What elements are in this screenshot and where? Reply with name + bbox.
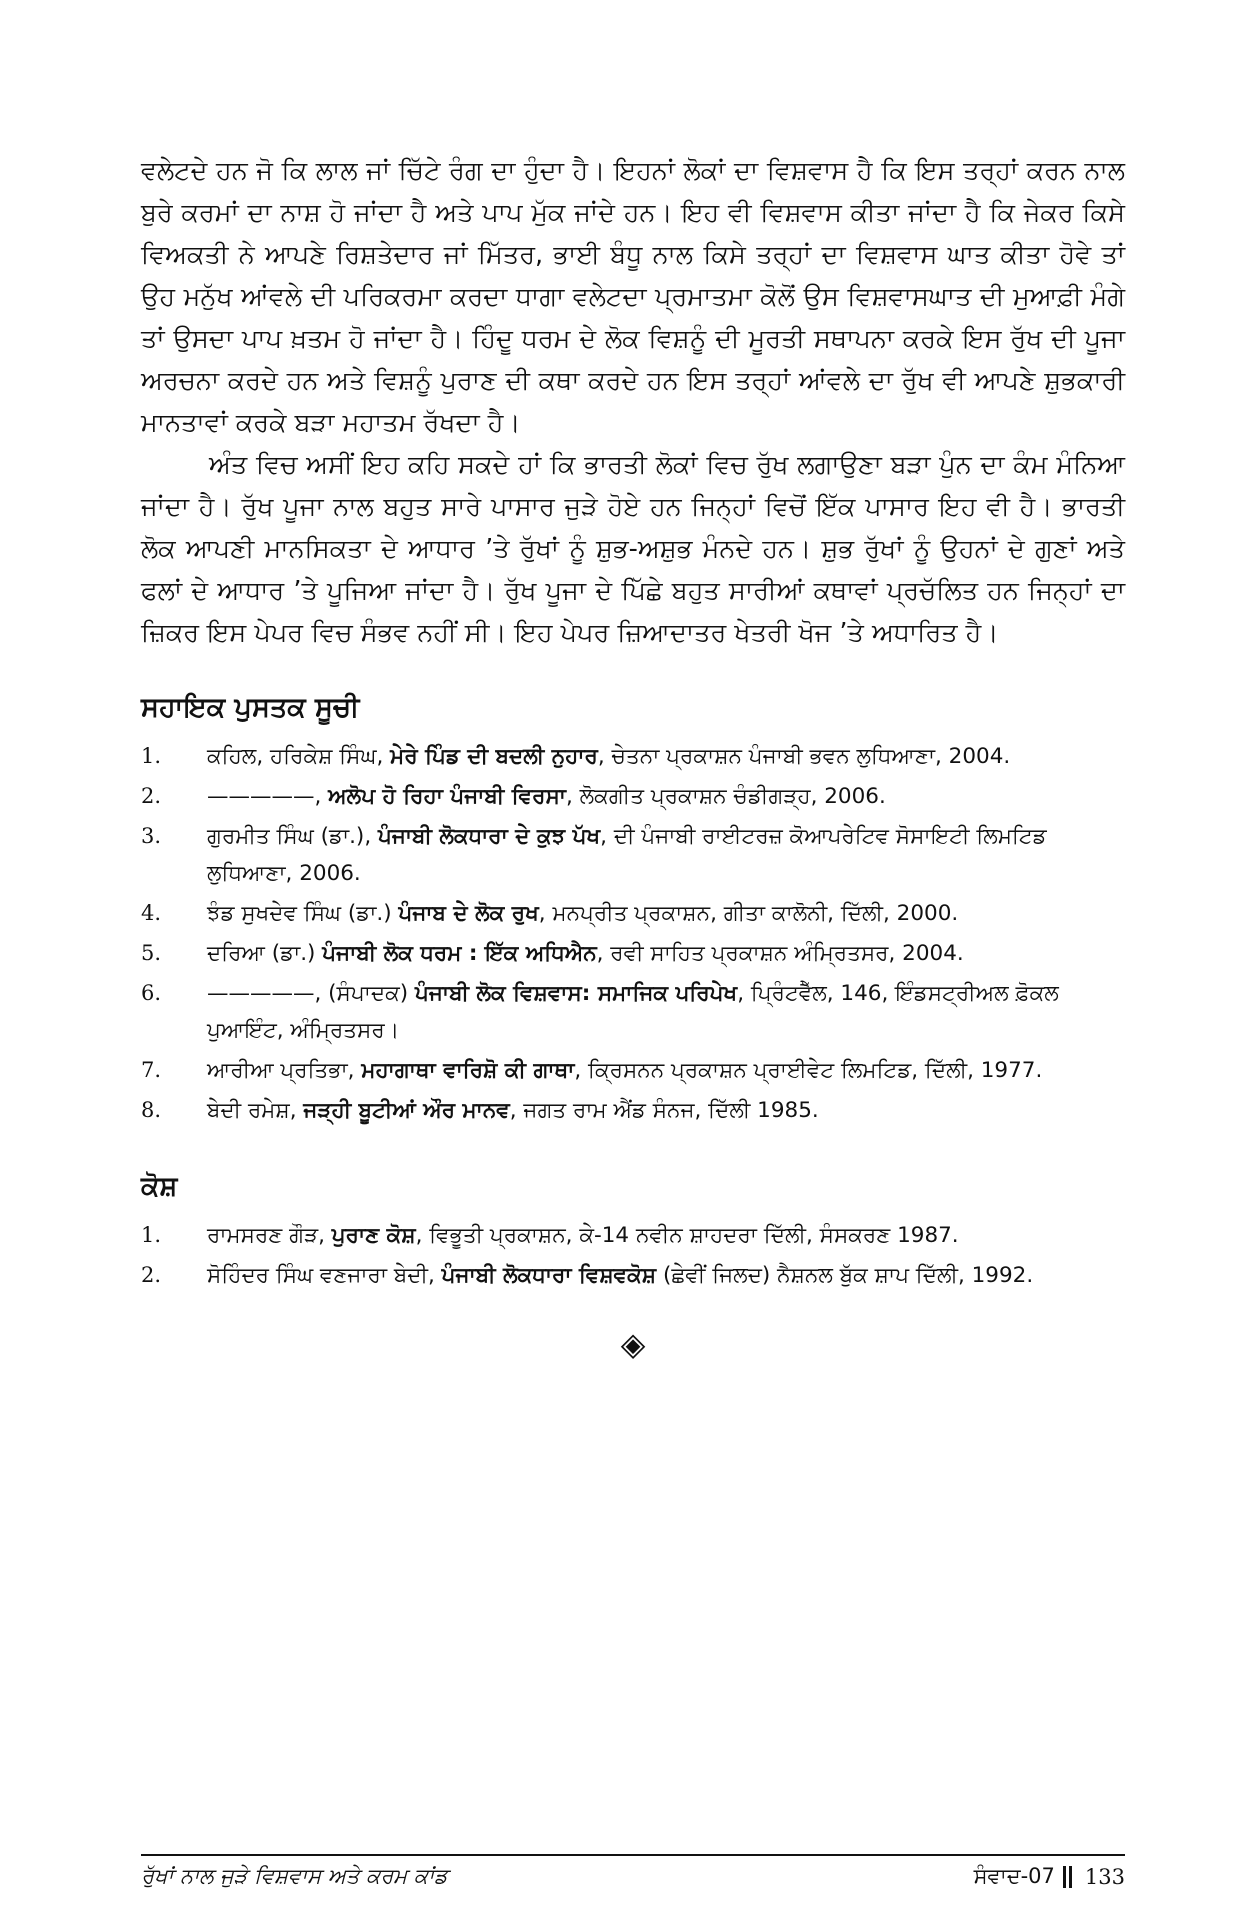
reference-text: —————, ਅਲੋਪ ਹੋ ਰਿਹਾ ਪੰਜਾਬੀ ਵਿਰਸਾ, ਲੋਕਗੀਤ ਪ੍ਰਕਾਸ਼ਨ ਚੰਡੀਗੜ੍ਹ, 2006. — [207, 784, 886, 809]
reference-number: 3. — [141, 824, 162, 848]
reference-item — [141, 778, 1125, 815]
reference-item — [141, 935, 1125, 972]
reference-text: ਆਰੀਆ ਪ੍ਰਤਿਭਾ, ਮਹਾਗਾਥਾ ਵਾਰਿਸ਼ੋ ਕੀ ਗਾਥਾ, ਕ੍ਰਿਸਨਨ ਪ੍ਰਕਾਸ਼ਨ ਪ੍ਰਾਈਵੇਟ ਲਿਮਟਿਡ, ਦਿੱਲੀ, 1977. — [207, 1058, 1043, 1083]
reference-item — [141, 1092, 1125, 1129]
reference-title: ਜੜ੍ਹੀ ਬੂਟੀਆਂ ਔਰ ਮਾਨਵ — [303, 1098, 510, 1123]
kosh-list — [141, 1217, 1125, 1294]
reference-text: ਬੇਦੀ ਰਮੇਸ਼, ਜੜ੍ਹੀ ਬੂਟੀਆਂ ਔਰ ਮਾਨਵ, ਜਗਤ ਰਾਮ ਐਂਡ ਸੰਨਜ, ਦਿੱਲੀ 1985. — [207, 1098, 819, 1123]
reference-item — [141, 975, 1125, 1049]
reference-title: ਪੰਜਾਬੀ ਲੋਕ ਧਰਮ : ਇੱਕ ਅਧਿਐਨ — [322, 941, 597, 966]
reference-text: ਦਰਿਆ (ਡਾ.) ਪੰਜਾਬੀ ਲੋਕ ਧਰਮ : ਇੱਕ ਅਧਿਐਨ, ਰਵੀ ਸਾਹਿਤ ਪ੍ਰਕਾਸ਼ਨ ਅੰਮ੍ਰਿਤਸਰ, 2004. — [207, 941, 964, 966]
reference-title: ਮੇਰੇ ਪਿੰਡ ਦੀ ਬਦਲੀ ਨੁਹਾਰ — [390, 744, 598, 769]
reference-text: ਕਹਿਲ, ਹਰਿਕੇਸ਼ ਸਿੰਘ, ਮੇਰੇ ਪਿੰਡ ਦੀ ਬਦਲੀ ਨੁਹਾਰ, ਚੇਤਨਾ ਪ੍ਰਕਾਸ਼ਨ ਪੰਜਾਬੀ ਭਵਨ ਲੁਧਿਆਣਾ, 2004. — [207, 744, 1011, 769]
reference-item — [141, 895, 1125, 932]
page-bars-icon — [1063, 1866, 1077, 1888]
references-list — [141, 738, 1125, 1129]
reference-item — [141, 1052, 1125, 1089]
reference-title: ਪੰਜਾਬੀ ਲੋਕ ਵਿਸ਼ਵਾਸ: ਸਮਾਜਿਕ ਪਰਿਪੇਖ — [415, 981, 738, 1006]
kosh-heading: ਕੋਸ਼ — [141, 1171, 178, 1202]
reference-text: —————, (ਸੰਪਾਦਕ) ਪੰਜਾਬੀ ਲੋਕ ਵਿਸ਼ਵਾਸ: ਸਮਾਜਿਕ ਪਰਿਪੇਖ, ਪ੍ਰਿੰਟਵੈੱਲ, 146, ਇੰਡਸਟ੍ਰੀਅਲ ਫ਼ੋਕਲ ਪੁਆਇੰਟ, ਅੰਮ੍ਰਿਤਸਰ। — [207, 981, 1059, 1043]
reference-title: ਪੰਜਾਬ ਦੇ ਲੋਕ ਰੁਖ — [398, 901, 539, 926]
reference-number: 2. — [141, 784, 162, 808]
page-number: 133 — [1084, 1864, 1125, 1889]
references-heading: ਸਹਾਇਕ ਪੁਸਤਕ ਸੂਚੀ — [141, 692, 360, 723]
reference-text: ਗੁਰਮੀਤ ਸਿੰਘ (ਡਾ.), ਪੰਜਾਬੀ ਲੋਕਧਾਰਾ ਦੇ ਕੁਝ ਪੱਖ, ਦੀ ਪੰਜਾਬੀ ਰਾਈਟਰਜ਼ ਕੋਆਪਰੇਟਿਵ ਸੋਸਾਇਟੀ ਲਿਮਟਿਡ ਲੁਧਿਆਣਾ, 2006. — [207, 824, 1047, 886]
footer-divider — [141, 1854, 1125, 1856]
reference-number: 8. — [141, 1098, 162, 1122]
reference-number: 5. — [141, 941, 162, 965]
reference-item — [141, 818, 1125, 892]
footer-right — [974, 1864, 1125, 1889]
reference-text: ਰਾਮਸਰਣ ਗੌੜ, ਪੁਰਾਣ ਕੋਸ਼, ਵਿਭੂਤੀ ਪ੍ਰਕਾਸ਼ਨ, ਕੇ-14 ਨਵੀਨ ਸ਼ਾਹਦਰਾ ਦਿੱਲੀ, ਸੰਸਕਰਣ 1987. — [207, 1223, 959, 1248]
page-footer — [141, 1864, 1125, 1889]
reference-item — [141, 738, 1125, 775]
end-ornament-icon: ◈ — [620, 1325, 646, 1363]
running-title: ਰੁੱਖਾਂ ਨਾਲ ਜੁੜੇ ਵਿਸ਼ਵਾਸ ਅਤੇ ਕਰਮ ਕਾਂਡ — [141, 1864, 448, 1888]
reference-title: ਮਹਾਗਾਥਾ ਵਾਰਿਸ਼ੋ ਕੀ ਗਾਥਾ — [361, 1058, 575, 1083]
reference-number: 2. — [141, 1263, 162, 1287]
kosh-item — [141, 1217, 1125, 1254]
page-content — [141, 150, 1125, 1364]
journal-name: ਸੰਵਾਦ-07 — [973, 1864, 1055, 1888]
reference-title: ਪੰਜਾਬੀ ਲੋਕਧਾਰਾ ਦੇ ਕੁਝ ਪੱਖ — [377, 824, 601, 849]
reference-text: ਸੋਹਿੰਦਰ ਸਿੰਘ ਵਣਜਾਰਾ ਬੇਦੀ, ਪੰਜਾਬੀ ਲੋਕਧਾਰਾ ਵਿਸ਼ਵਕੋਸ਼ (ਛੇਵੀਂ ਜਿਲਦ) ਨੈਸ਼ਨਲ ਬੁੱਕ ਸ਼ਾਪ ਦਿੱਲੀ, 1992. — [207, 1263, 1034, 1288]
body-paragraph: ਅੰਤ ਵਿਚ ਅਸੀਂ ਇਹ ਕਹਿ ਸਕਦੇ ਹਾਂ ਕਿ ਭਾਰਤੀ ਲੋਕਾਂ ਵਿਚ ਰੁੱਖ ਲਗਾਉਣਾ ਬੜਾ ਪੁੰਨ ਦਾ ਕੰਮ ਮੰਨਿਆ ਜਾਂਦਾ ਹੈ। ਰੁੱਖ ਪੂਜਾ ਨਾਲ ਬਹੁਤ ਸਾਰੇ ਪਾਸਾਰ ਜੁੜੇ ਹੋਏ ਹਨ ਜਿਨ੍ਹਾਂ ਵਿਚੋਂ ਇੱਕ ਪਾਸਾਰ ਇਹ ਵੀ ਹੈ। ਭਾਰਤੀ ਲੋਕ ਆਪਣੀ ਮਾਨਸਿਕਤਾ ਦੇ ਆਧਾਰ ’ਤੇ ਰੁੱਖਾਂ ਨੂੰ ਸ਼ੁਭ-ਅਸ਼ੁਭ ਮੰਨਦੇ ਹਨ। ਸ਼ੁਭ ਰੁੱਖਾਂ ਨੂੰ ਉਹਨਾਂ ਦੇ ਗੁਣਾਂ ਅਤੇ ਫਲਾਂ ਦੇ ਆਧਾਰ ’ਤੇ ਪੂਜਿਆ ਜਾਂਦਾ ਹੈ। ਰੁੱਖ ਪੂਜਾ ਦੇ ਪਿੱਛੇ ਬਹੁਤ ਸਾਰੀਆਂ ਕਥਾਵਾਂ ਪ੍ਰਚੱਲਿਤ ਹਨ ਜਿਨ੍ਹਾਂ ਦਾ ਜ਼ਿਕਰ ਇਸ ਪੇਪਰ ਵਿਚ ਸੰਭਵ ਨਹੀਂ ਸੀ। ਇਹ ਪੇਪਰ ਜ਼ਿਆਦਾਤਰ ਖੇਤਰੀ ਖੋਜ ’ਤੇ ਅਧਾਰਿਤ ਹੈ। — [141, 450, 1125, 648]
reference-title: ਅਲੋਪ ਹੋ ਰਿਹਾ ਪੰਜਾਬੀ ਵਿਰਸਾ — [328, 784, 566, 809]
reference-number: 1. — [141, 1223, 162, 1247]
reference-number: 6. — [141, 981, 162, 1005]
reference-number: 1. — [141, 744, 162, 768]
reference-number: 4. — [141, 901, 162, 925]
reference-title: ਪੰਜਾਬੀ ਲੋਕਧਾਰਾ ਵਿਸ਼ਵਕੋਸ਼ — [441, 1263, 657, 1288]
reference-title: ਪੁਰਾਣ ਕੋਸ਼ — [331, 1223, 416, 1248]
body-paragraph: ਵਲੇਟਦੇ ਹਨ ਜੋ ਕਿ ਲਾਲ ਜਾਂ ਚਿੱਟੇ ਰੰਗ ਦਾ ਹੁੰਦਾ ਹੈ। ਇਹਨਾਂ ਲੋਕਾਂ ਦਾ ਵਿਸ਼ਵਾਸ ਹੈ ਕਿ ਇਸ ਤਰ੍ਹਾਂ ਕਰਨ ਨਾਲ ਬੁਰੇ ਕਰਮਾਂ ਦਾ ਨਾਸ਼ ਹੋ ਜਾਂਦਾ ਹੈ ਅਤੇ ਪਾਪ ਮੁੱਕ ਜਾਂਦੇ ਹਨ। ਇਹ ਵੀ ਵਿਸ਼ਵਾਸ ਕੀਤਾ ਜਾਂਦਾ ਹੈ ਕਿ ਜੇਕਰ ਕਿਸੇ ਵਿਅਕਤੀ ਨੇ ਆਪਣੇ ਰਿਸ਼ਤੇਦਾਰ ਜਾਂ ਮਿੱਤਰ, ਭਾਈ ਬੰਧੂ ਨਾਲ ਕਿਸੇ ਤਰ੍ਹਾਂ ਦਾ ਵਿਸ਼ਵਾਸ ਘਾਤ ਕੀਤਾ ਹੋਵੇ ਤਾਂ ਉਹ ਮਨੁੱਖ ਆਂਵਲੇ ਦੀ ਪਰਿਕਰਮਾ ਕਰਦਾ ਧਾਗਾ ਵਲੇਟਦਾ ਪ੍ਰਮਾਤਮਾ ਕੋਲੋਂ ਉਸ ਵਿਸ਼ਵਾਸਘਾਤ ਦੀ ਮੁਆਫ਼ੀ ਮੰਗੇ ਤਾਂ ਉਸਦਾ ਪਾਪ ਖ਼ਤਮ ਹੋ ਜਾਂਦਾ ਹੈ। ਹਿੰਦੂ ਧਰਮ ਦੇ ਲੋਕ ਵਿਸ਼ਨੂੰ ਦੀ ਮੂਰਤੀ ਸਥਾਪਨਾ ਕਰਕੇ ਇਸ ਰੁੱਖ ਦੀ ਪੂਜਾ ਅਰਚਨਾ ਕਰਦੇ ਹਨ ਅਤੇ ਵਿਸ਼ਨੂੰ ਪੁਰਾਣ ਦੀ ਕਥਾ ਕਰਦੇ ਹਨ ਇਸ ਤਰ੍ਹਾਂ ਆਂਵਲੇ ਦਾ ਰੁੱਖ ਵੀ ਆਪਣੇ ਸ਼ੁਭਕਾਰੀ ਮਾਨਤਾਵਾਂ ਕਰਕੇ ਬੜਾ ਮਹਾਤਮ ਰੱਖਦਾ ਹੈ। — [141, 156, 1125, 438]
kosh-item — [141, 1257, 1125, 1294]
reference-number: 7. — [141, 1058, 162, 1082]
reference-text: ਝੰਡ ਸੁਖਦੇਵ ਸਿੰਘ (ਡਾ.) ਪੰਜਾਬ ਦੇ ਲੋਕ ਰੁਖ, ਮਨਪ੍ਰੀਤ ਪ੍ਰਕਾਸ਼ਨ, ਗੀਤਾ ਕਾਲੋਨੀ, ਦਿੱਲੀ, 2000. — [207, 901, 959, 926]
